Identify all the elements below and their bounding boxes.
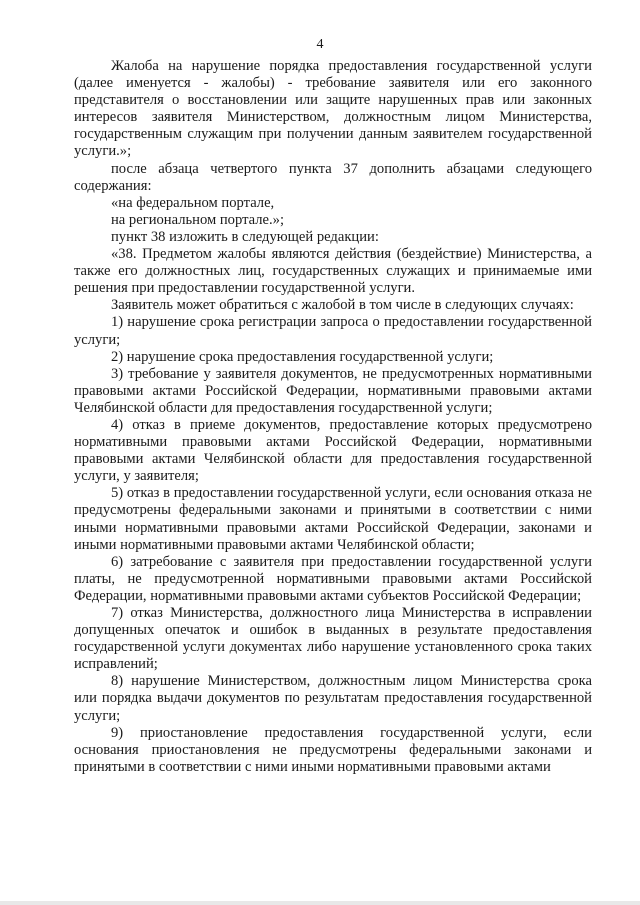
list-item-case-6: 6) затребование с заявителя при предоставлении государственной услуги платы, не предусмотренной нормативными правовыми актами Российской Федерации, нормативными правовыми актами субъектов Российской Федерации; <box>74 553 592 604</box>
paragraph-federal-portal: «на федеральном портале, <box>111 194 275 211</box>
paragraph-amend-clause-38: пункт 38 изложить в следующей редакции: <box>111 228 379 245</box>
paragraph-regional-portal: на региональном портале.»; <box>111 211 285 228</box>
list-item-case-5: 5) отказ в предоставлении государственной услуги, если основания отказа не предусмотрены федеральными законами и принятыми в соответствии с ними иными нормативными правовыми актами Российской Федерации, законами и иными нормативными правовыми актами Челябинской области; <box>74 485 592 553</box>
list-item-case-4: 4) отказ в приеме документов, предоставление которых предусмотрено нормативными правовыми актами Российской Федерации, нормативными правовыми актами Челябинской области для предоставления государственной услуги, у заявителя; <box>74 416 592 485</box>
document-body <box>74 58 592 776</box>
list-item-case-8: 8) нарушение Министерством, должностным лицом Министерства срока или порядка выдачи документов по результатам предоставления государственной услуги; <box>74 673 592 724</box>
paragraph-applicant-cases: Заявитель может обратиться с жалобой в том числе в следующих случаях: <box>111 297 574 314</box>
page-number: 4 <box>316 37 324 52</box>
list-item-case-1: 1) нарушение срока регистрации запроса о предоставлении государственной услуги; <box>74 314 592 348</box>
list-item-case-7: 7) отказ Министерства, должностного лица Министерства в исправлении допущенных опечаток и ошибок в выданных в результате предоставления государственной услуги документах либо нарушение установленного срока таких исправлений; <box>74 605 592 673</box>
scan-bottom-edge <box>0 901 640 905</box>
list-item-case-3: 3) требование у заявителя документов, не предусмотренных нормативными правовыми актами Российской Федерации, нормативными правовыми актами Челябинской области для предоставления государственной услуги; <box>74 365 592 416</box>
paragraph-amend-clause-37: после абзаца четвертого пункта 37 дополнить абзацами следующего содержания: <box>74 160 592 194</box>
list-item-case-2: 2) нарушение срока предоставления государственной услуги; <box>111 348 494 365</box>
paragraph-complaint-definition: Жалоба на нарушение порядка предоставления государственной услуги (далее именуется - жалобы) - требование заявителя или его законного представителя о восстановлении или защите нарушенных прав или законных интересов заявителя Министерством, должностным лицом Министерства, государственным служащим при получении данным заявителем государственной услуги.»; <box>74 58 592 160</box>
list-item-case-9: 9) приостановление предоставления государственной услуги, если основания приостановления не предусмотрены федеральными законами и принятыми в соответствии с ними иными нормативными правовыми актами <box>74 724 592 775</box>
paragraph-clause-38-subject: «38. Предметом жалобы являются действия (бездействие) Министерства, а также его должностных лиц, государственных служащих и принимаемые ими решения при предоставлении государственной услуги. <box>74 246 592 297</box>
